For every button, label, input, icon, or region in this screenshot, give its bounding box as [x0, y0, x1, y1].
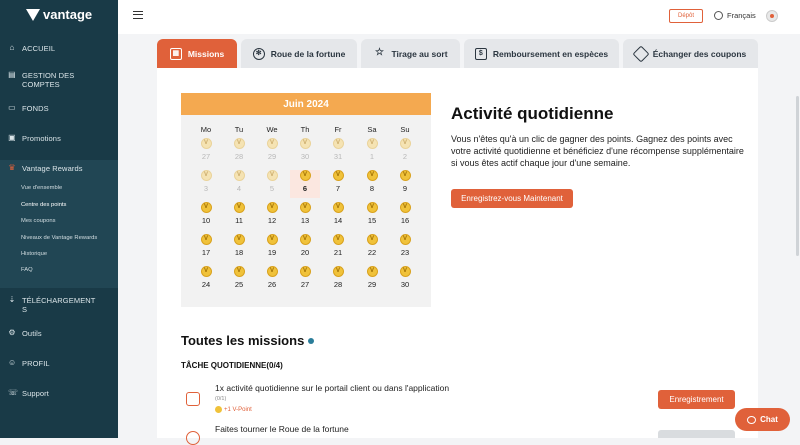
sidebar-item-label: TÉLÉCHARGEMENT S	[22, 296, 96, 314]
v-point-coin-icon: V	[234, 266, 245, 277]
calendar-day[interactable]	[323, 138, 353, 166]
rewards-submenu	[0, 160, 118, 288]
calendar-day[interactable]	[290, 202, 320, 230]
calendar-day[interactable]	[357, 234, 387, 262]
calendar-day[interactable]	[290, 234, 320, 262]
calendar-day-number: 17	[201, 248, 211, 257]
calendar-month: Juin 2024	[181, 93, 431, 115]
sidebar-item-telechargements[interactable]	[0, 296, 100, 314]
deposit-button[interactable]: Dépôt	[669, 9, 703, 23]
coupon-icon	[632, 45, 649, 62]
tab-tirage-au-sort[interactable]	[361, 39, 460, 68]
calendar-weekday: Th	[300, 125, 310, 134]
calendar-weekday: Mo	[200, 125, 212, 134]
calendar-day-number: 13	[300, 216, 310, 225]
v-point-coin-icon: V	[400, 266, 411, 277]
globe-icon	[714, 11, 723, 20]
v-point-coin-icon: V	[300, 138, 311, 149]
v-point-coin-icon	[215, 406, 222, 413]
calendar-day-number: 26	[267, 280, 277, 289]
v-point-coin-icon: V	[267, 234, 278, 245]
v-point-coin-icon: V	[333, 266, 344, 277]
v-point-coin-icon: V	[267, 138, 278, 149]
v-point-coin-icon: V	[234, 202, 245, 213]
calendar-day-number: 3	[203, 184, 209, 193]
calendar-weekday: We	[266, 125, 278, 134]
v-point-coin-icon: V	[201, 234, 212, 245]
submenu-faq[interactable]: FAQ	[21, 267, 33, 273]
calendar-day[interactable]	[224, 234, 254, 262]
calendar-day-number: 5	[269, 184, 275, 193]
submenu-centre-des-points[interactable]: Centre des points	[21, 202, 67, 208]
cash-icon: $	[475, 48, 487, 60]
calendar-day[interactable]	[224, 202, 254, 230]
v-point-coin-icon: V	[201, 266, 212, 277]
mission-progress: (0/1)	[215, 396, 227, 402]
calendar-day[interactable]	[257, 266, 287, 294]
calendar-day[interactable]	[323, 266, 353, 294]
v-point-coin-icon: V	[201, 170, 212, 181]
calendar-day[interactable]	[257, 234, 287, 262]
submenu-vue-ensemble[interactable]: Vue d'ensemble	[21, 185, 63, 191]
tab-label: Tirage au sort	[391, 48, 448, 59]
calendar-day-number: 1	[369, 152, 375, 161]
sidebar-item-label: Outils	[22, 329, 42, 338]
sidebar-item-profil[interactable]	[0, 359, 118, 368]
profile-icon: ☺	[8, 358, 17, 367]
calendar-day[interactable]	[257, 138, 287, 166]
v-point-coin-icon: V	[400, 234, 411, 245]
top-bar	[118, 0, 800, 34]
calendar-day[interactable]	[390, 266, 420, 294]
v-point-coin-icon: V	[400, 202, 411, 213]
v-point-coin-icon: V	[300, 202, 311, 213]
sidebar-item-support[interactable]	[0, 389, 118, 398]
wheel-icon: ✻	[253, 48, 265, 60]
funds-icon: ▭	[8, 103, 16, 112]
all-missions-heading	[181, 333, 314, 348]
calendar-day-number: 10	[201, 216, 211, 225]
sidebar-item-label: Vantage Rewards	[22, 164, 83, 173]
tools-icon: ⚙	[8, 328, 16, 337]
calendar-day[interactable]	[357, 266, 387, 294]
calendar-day-number: 24	[201, 280, 211, 289]
calendar-day[interactable]	[290, 138, 320, 166]
calendar-day-number: 2	[402, 152, 408, 161]
sidebar-item-fonds[interactable]	[0, 104, 118, 113]
calendar-day-number: 15	[367, 216, 377, 225]
v-point-coin-icon: V	[234, 170, 245, 181]
home-icon: ⌂	[9, 43, 15, 52]
chat-button[interactable]	[735, 408, 790, 431]
calendar-day[interactable]	[191, 202, 221, 230]
v-point-coin-icon: V	[267, 170, 278, 181]
calendar-day-number: 18	[234, 248, 244, 257]
info-icon[interactable]	[308, 338, 314, 344]
calendar-day-number: 31	[333, 152, 343, 161]
calendar-day-number: 19	[267, 248, 277, 257]
v-point-coin-icon: V	[367, 202, 378, 213]
tab-roue-de-la-fortune[interactable]	[241, 39, 357, 68]
gift-icon: ▣	[8, 133, 16, 142]
calendar-day-number: 27	[300, 280, 310, 289]
calendar-day-number: 4	[236, 184, 242, 193]
v-point-coin-icon: V	[400, 170, 411, 181]
tab-missions[interactable]	[157, 39, 237, 68]
v-point-coin-icon: V	[300, 170, 311, 181]
calendar-day-number: 8	[369, 184, 375, 193]
mission-reward	[215, 406, 252, 413]
sidebar-item-label: Support	[22, 389, 49, 398]
v-point-coin-icon: V	[234, 138, 245, 149]
stars-icon: ☆	[374, 46, 384, 58]
language-label: Français	[727, 11, 756, 20]
sidebar-item-label: GESTION DES COMPTES	[22, 71, 75, 89]
all-missions-title: Toutes les missions	[181, 333, 305, 348]
mission-title: Faites tourner le Roue de la fortune	[215, 424, 349, 434]
v-point-coin-icon: V	[333, 138, 344, 149]
calendar-day[interactable]	[224, 266, 254, 294]
v-point-coin-icon: V	[333, 202, 344, 213]
chat-bubble-icon	[747, 416, 756, 424]
calendar-weekday: Su	[400, 125, 410, 134]
calendar-day[interactable]	[323, 202, 353, 230]
calendar-day[interactable]	[323, 234, 353, 262]
sidebar-item-vantage-rewards[interactable]	[0, 164, 118, 173]
activity-description: Vous n'êtes qu'à un clic de gagner des points. Gagnez des points avec votre activité quotidienne et bénéficiez d'une récompense supplémentaire si vous êtes actif chaque jour d'une semaine.	[451, 134, 744, 168]
calendar-weekday: Sa	[367, 125, 377, 134]
wheel-icon	[186, 431, 200, 445]
sidebar-item-gestion-des-comptes[interactable]	[0, 71, 90, 89]
calendar-day-number: 27	[201, 152, 211, 161]
calendar-day[interactable]	[224, 170, 254, 198]
calendar-day[interactable]	[224, 138, 254, 166]
accounts-icon: ▤	[8, 70, 16, 79]
v-point-coin-icon: V	[300, 234, 311, 245]
chat-label: Chat	[760, 415, 778, 424]
calendar-day-number: 30	[400, 280, 410, 289]
crown-icon: ♛	[8, 163, 16, 172]
v-point-coin-icon: V	[367, 170, 378, 181]
sidebar-item-label: Promotions	[22, 134, 61, 143]
tab-label: Remboursement en espèces	[492, 48, 609, 59]
calendar-day[interactable]	[257, 202, 287, 230]
calendar-day-number: 6	[302, 184, 308, 193]
phone-icon: ☏	[8, 388, 19, 397]
daily-task-label: TÂCHE QUOTIDIENNE(0/4)	[181, 361, 283, 370]
sidebar-item-label: PROFIL	[22, 359, 50, 368]
language-selector[interactable]	[714, 11, 756, 20]
v-point-coin-icon: V	[400, 138, 411, 149]
tab-label: Échanger des coupons	[652, 48, 747, 59]
mission-disabled-button[interactable]	[658, 430, 735, 438]
calendar-day[interactable]	[290, 266, 320, 294]
sidebar-item-promotions[interactable]	[0, 134, 118, 143]
submenu-niveaux[interactable]: Niveaux de Vantage Rewards	[21, 235, 98, 241]
avatar[interactable]	[766, 10, 778, 22]
vantage-logo-icon	[26, 9, 40, 21]
calendar-day-number: 28	[333, 280, 343, 289]
v-point-coin-icon: V	[201, 202, 212, 213]
tab-echanger-des-coupons[interactable]	[623, 39, 758, 68]
calendar-check-icon	[186, 392, 200, 406]
vantage-logo[interactable]	[26, 7, 92, 22]
tab-label: Roue de la fortune	[270, 48, 346, 59]
sidebar-item-accueil[interactable]	[0, 44, 118, 53]
calendar-day-number: 30	[300, 152, 310, 161]
calendar-day-number: 25	[234, 280, 244, 289]
calendar-day[interactable]	[191, 234, 221, 262]
calendar-day-number: 20	[300, 248, 310, 257]
calendar-day-number: 28	[234, 152, 244, 161]
calendar-day[interactable]	[357, 170, 387, 198]
calendar-day-number: 22	[367, 248, 377, 257]
calendar-weekday: Tu	[234, 125, 244, 134]
calendar-day[interactable]	[390, 138, 420, 166]
submenu-mes-coupons[interactable]: Mes coupons	[21, 218, 56, 224]
calendar-day-number: 9	[402, 184, 408, 193]
calendar	[181, 93, 431, 307]
sidebar	[0, 0, 118, 438]
sidebar-item-outils[interactable]	[0, 329, 118, 338]
register-now-button[interactable]: Enregistrez-vous Maintenant	[451, 189, 573, 208]
calendar-day[interactable]	[390, 234, 420, 262]
v-point-coin-icon: V	[201, 138, 212, 149]
calendar-weekday: Fr	[334, 125, 342, 134]
sidebar-item-label: ACCUEIL	[22, 44, 56, 53]
calendar-day-number: 21	[333, 248, 343, 257]
calendar-day[interactable]	[257, 170, 287, 198]
calendar-day-today[interactable]	[290, 170, 320, 198]
tab-remboursement[interactable]	[464, 39, 619, 68]
v-point-coin-icon: V	[367, 266, 378, 277]
v-point-coin-icon: V	[267, 202, 278, 213]
mission-reward-label: +1 V-Point	[224, 406, 252, 413]
calendar-day-number: 29	[267, 152, 277, 161]
calendar-day[interactable]	[323, 170, 353, 198]
calendar-day[interactable]	[357, 202, 387, 230]
calendar-day-number: 7	[335, 184, 341, 193]
calendar-day[interactable]	[390, 170, 420, 198]
submenu-historique[interactable]: Historique	[21, 251, 48, 257]
v-point-coin-icon: V	[234, 234, 245, 245]
calendar-day-number: 12	[267, 216, 277, 225]
v-point-coin-icon: V	[333, 170, 344, 181]
sidebar-item-label: FONDS	[22, 104, 49, 113]
mission-title: 1x activité quotidienne sur le portail client ou dans l'application	[215, 383, 450, 393]
calendar-day[interactable]	[191, 170, 221, 198]
calendar-day[interactable]	[390, 202, 420, 230]
calendar-day-number: 14	[333, 216, 343, 225]
calendar-day-number: 23	[400, 248, 410, 257]
activity-title: Activité quotidienne	[451, 104, 614, 123]
mission-register-button[interactable]: Enregistrement	[658, 390, 735, 409]
calendar-day[interactable]	[357, 138, 387, 166]
tab-label: Missions	[187, 48, 225, 59]
v-point-coin-icon: V	[300, 266, 311, 277]
calendar-day[interactable]	[191, 138, 221, 166]
calendar-icon: ▦	[170, 48, 182, 60]
calendar-day-number: 16	[400, 216, 410, 225]
download-icon: ⇣	[8, 295, 16, 304]
v-point-coin-icon: V	[333, 234, 344, 245]
calendar-day[interactable]	[191, 266, 221, 294]
calendar-day-number: 29	[367, 280, 377, 289]
v-point-coin-icon: V	[367, 138, 378, 149]
v-point-coin-icon: V	[267, 266, 278, 277]
v-point-coin-icon: V	[367, 234, 378, 245]
scrollbar[interactable]	[796, 96, 799, 256]
brand-name: vantage	[43, 7, 93, 22]
calendar-day-number: 11	[235, 216, 243, 225]
hamburger-menu-icon[interactable]	[133, 11, 143, 19]
